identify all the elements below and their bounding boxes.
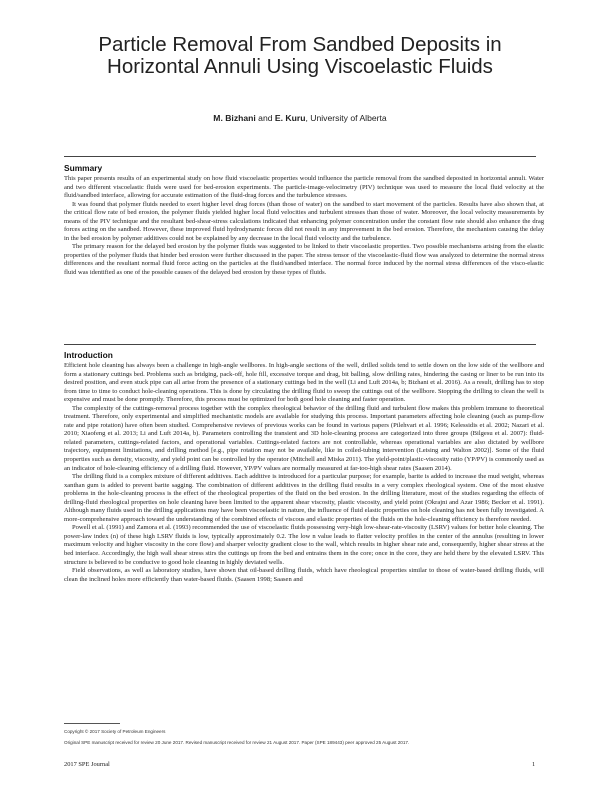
paper-title: Particle Removal From Sandbed Deposits in Horizontal Annuli Using Viscoelastic Fluids — [98, 33, 502, 78]
footnote-divider — [64, 723, 120, 724]
author-name: M. Bizhani — [213, 113, 256, 123]
summary-heading: Summary — [64, 163, 103, 173]
introduction-paragraph: Efficient hole cleaning has always been a challenge in high-angle wellbores. In high-angle sections of the well, drilled solids tend to settle down on the low side of the wellbore and form a stationary cuttings bed. Problems such as bridging, pack-off, hole fill, excessive torque and drag, bit balling, slow drilling rates, hindering the casing or liner to be run into its desired position, and even stuck pipe can all arise from the presence of a stationary cuttings bed in the well (Li and Luft 2014a, b; Bizhani et al. 2016). As a result, drilling has to stop from time to time to conduct hole-cleaning operations. This is done by circulating the drilling fluid to sweep the cuttings out of the wellbore. Stopping the drilling to clean the well is expensive and must be done promptly. Therefore, this process must be optimized for both good hole cleaning and faster operation. — [64, 362, 544, 404]
author-affiliation: , University of Alberta — [305, 113, 387, 123]
summary-paragraph: This paper presents results of an experimental study on how fluid viscoelastic properties would influence the particle removal from the sandbed deposited in horizontal annuli. Water and two different viscoelastic fluids were used for bed-erosion experiments. The particle-image-velocimetry (PIV) technique was used to measure the local fluid velocity at the fluid/sandbed interface, allowing for accurate estimation of the fluid-drag forces and the turbulence stresses. — [64, 175, 544, 200]
introduction-body — [64, 362, 544, 584]
introduction-paragraph: The drilling fluid is a complex mixture of different additives. Each additive is introduced for a particular purpose; for example, barite is added to increase the mud weight, whereas xanthan gum is added to prevent barite sagging. The combination of different additives in the drilling fluid results in a very complex rheological system. One of the most elusive problems in the hole-cleaning process is the effect of the rheological properties of the fluid on the bed erosion. In the drilling literature, most of the studies regarding the effects of drilling-fluid rheological properties on hole cleaning have been limited to the apparent shear viscosity, plastic viscosity, and yield point (Okrajni and Azar 1986; Becker et al. 1991). Although many fluids used in the drilling applications may have been viscoelastic in nature, the influence of fluid elastic properties on hole cleaning has not been fully investigated. A more-comprehensive approach toward the understanding of the combined effects of viscous and elastic properties of the fluids on the hole-cleaning efficiency is therefore needed. — [64, 473, 544, 523]
author-name: E. Kuru — [274, 113, 306, 123]
page-number: 1 — [532, 761, 536, 768]
summary-paragraph: It was found that polymer fluids needed to exert higher level drag forces (than those of water) on the sandbed to start movement of the particles. Results have also shown that, at the critical flow rate of bed erosion, the polymer fluids yielded higher local fluid velocities and turbulent stresses than those of water. Moreover, the local velocity measurements by means of the PIV technique and the resultant bed-shear-stress calculations indicated that enhancing polymer concentration under the constant flow rate should also enhance the drag forces acting on the sandbed. However, these improved fluid hydrodynamic forces did not result in any improvement in the bed erosion. Therefore, the mechanism causing the delay in the bed erosion by polymer additives could not be explained by any decrease in the local fluid velocity and the turbulence. — [64, 200, 544, 242]
journal-footer: 2017 SPE Journal — [64, 761, 110, 768]
copyright-note: Copyright © 2017 Society of Petroleum Engineers — [64, 729, 166, 734]
summary-paragraph: The primary reason for the delayed bed erosion by the polymer fluids was suggested to be linked to their viscoelastic properties. Two possible mechanisms arising from the elastic properties of the polymer fluids that hinder bed erosion were further discussed in the paper. The stress tensor of the viscoelastic-fluid flow was analyzed to determine the normal stress differences and the resultant normal fluid force acting on the particles at the fluid/sandbed interface. The normal force induced by the normal stress differences of the visco-elastic fluid was identified as one of the possible causes of the delayed bed erosion by these types of fluids. — [64, 243, 544, 277]
summary-body — [64, 175, 544, 278]
introduction-paragraph: Powell et al. (1991) and Zamora et al. (1993) recommended the use of viscoelastic fluids possessing very-high low-shear-rate-viscosity (LSRV) values for better hole cleaning. The power-law index (n) of these high LSRV fluids is low, typically approximately 0.2. The low n value leads to flatter velocity profiles in the center of the annulus (resulting in lower maximum velocity and higher viscosity in the core flow) and sharper velocity gradient close to the wall, which results in higher shear rate and, consequently, higher shear stress at the bed interface. Accordingly, the high wall shear stress stirs the cuttings up from the bed and entrains them in the core; once in the core, they are held there by the elevated LSRV. This structure is believed to be conducive to good hole cleaning in highly deviated wells. — [64, 524, 544, 566]
byline — [60, 113, 540, 123]
introduction-paragraph: Field observations, as well as laboratory studies, have shown that oil-based drilling fluids, which have rheological properties similar to those of water-based drilling fluids, will clean the inclined holes more efficiently than water-based fluids. (Saasen 1998; Saasen and — [64, 567, 544, 583]
section-divider — [64, 156, 536, 157]
introduction-paragraph: The complexity of the cuttings-removal process together with the complex rheological behavior of the drilling fluid and turbulent flow makes this problem immune to theoretical treatment. Therefore, only experimental and simplified mechanistic models are available for studying this process. Important parameters affecting hole cleaning (such as pump-flow rate and pipe rotation) have often been studied. Comprehensive reviews of previous works can be found in various papers (Pilehvari et al. 1996; Kelessidis et al. 2002; Nazari et al. 2010; Xiaofeng et al. 2013; Li and Luft 2014a, b). Parameters controlling the transient and 3D hole-cleaning process are categorized into three groups (Bilgesu et al. 2007): fluid-related parameters, cuttings-related factors, and operational variables. Cuttings-related factors are not controllable, whereas operational variables are also dictated by wellbore trajectory, equipment limitations, and drilling method [e.g., pipe rotation may not be available, like in coiled-tubing intervention (Leising and Walton 2002)]. Some of the fluid properties such as density, viscosity, and yield point can be controlled by the operator (Mitchell and Miska 2011). The yield-point/plastic-viscosity ratio (YP/PV) is commonly used as an indicator of hole-cleaning efficiency of a drilling fluid. However, YP/PV values are normally measured at far-too-high shear rates (Saasen 2014). — [64, 404, 544, 472]
author-joiner: and — [255, 113, 275, 123]
section-divider — [64, 344, 536, 345]
introduction-heading: Introduction — [64, 350, 113, 360]
manuscript-note: Original SPE manuscript received for review 20 June 2017. Revised manuscript received for review 21 August 2017. Paper (SPE 189443) peer approved 25 August 2017. — [64, 740, 410, 745]
